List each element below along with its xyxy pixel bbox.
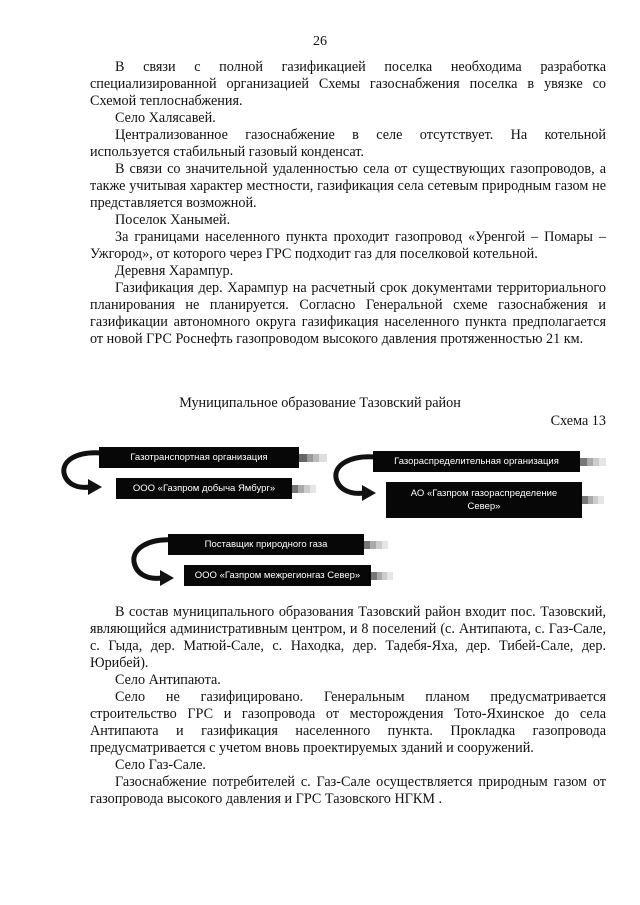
org-title-box-transport: Газотранспортная организация (99, 447, 299, 468)
org-title-box-supplier: Поставщик природного газа (168, 534, 364, 555)
subheading-gaz-sale: Село Газ-Сале. (115, 757, 206, 773)
subheading-kharampur: Деревня Харампур. (115, 263, 234, 279)
bottom-text (90, 604, 606, 808)
subheading-antipayuta: Село Антипаюта. (115, 672, 221, 688)
paragraph: Газификация дер. Харампур на расчетный срок документами территориального планирования не планируется. Согласно Генеральной схеме газоснабжения и газификации автономного округа газификация населенного пункта предполагается от новой ГРС Роснефть газопроводом высокого давления протяженностью 21 км. (90, 280, 606, 347)
paragraph: Газоснабжение потребителей с. Газ-Сале осуществляется природным газом от газопровода высокого давления и ГРС Тазовского НГКМ . (90, 774, 606, 807)
box-fade-tail (299, 454, 333, 462)
box-fade-tail (582, 496, 604, 504)
org-title-box-distribution: Газораспределительная организация (373, 451, 580, 472)
paragraph: В связи с полной газификацией поселка необходима разработка специализированной организацией Схемы газоснабжения поселка в увязке со Схемой теплоснабжения. (90, 59, 606, 109)
subheading-khanymey: Поселок Ханымей. (115, 212, 231, 228)
top-text (90, 59, 606, 348)
page-number: 26 (313, 34, 327, 49)
paragraph: В состав муниципального образования Тазовский район входит пос. Тазовский, являющийся административным центром, и 8 поселений (с. Антипаюта, с. Газ-Сале, с. Гыда, дер. Матюй-Сале, с. Находка, дер. Тадебя-Яха, дер. Тибей-Сале, дер. Юрибей). (90, 604, 606, 671)
box-fade-tail (292, 485, 316, 493)
box-fade-tail (580, 458, 606, 466)
subheading-halyasavey: Село Халясавей. (115, 110, 216, 126)
org-value-box-transport: ООО «Газпром добыча Ямбург» (116, 478, 292, 499)
paragraph: За границами населенного пункта проходит газопровод «Уренгой – Помары – Ужгород», от которого через ГРС подходит газ для поселковой котельной. (90, 229, 606, 262)
box-fade-tail (364, 541, 388, 549)
box-fade-tail (371, 572, 393, 580)
paragraph: Село не газифицировано. Генеральным планом предусматривается строительство ГРС и газопровода от месторождения Тото-Яхинское до села Антипаюта и газификация населенного пункта. Прокладка газопровода предусматривается с учетом вновь проектируемых зданий и сооружений. (90, 689, 606, 756)
org-value-box-supplier: ООО «Газпром межрегионгаз Север» (184, 565, 371, 586)
org-value-box-distribution: АО «Газпром газораспределение Север» (386, 482, 582, 518)
paragraph: Централизованное газоснабжение в селе отсутствует. На котельной используется стабильный газовый конденсат. (90, 127, 606, 160)
section-heading: Муниципальное образование Тазовский район (179, 395, 461, 411)
schema-label: Схема 13 (550, 413, 606, 429)
paragraph: В связи со значительной удаленностью села от существующих газопроводов, а также учитывая характер местности, газификация села сетевым природным газом не представляется возможной. (90, 161, 606, 211)
